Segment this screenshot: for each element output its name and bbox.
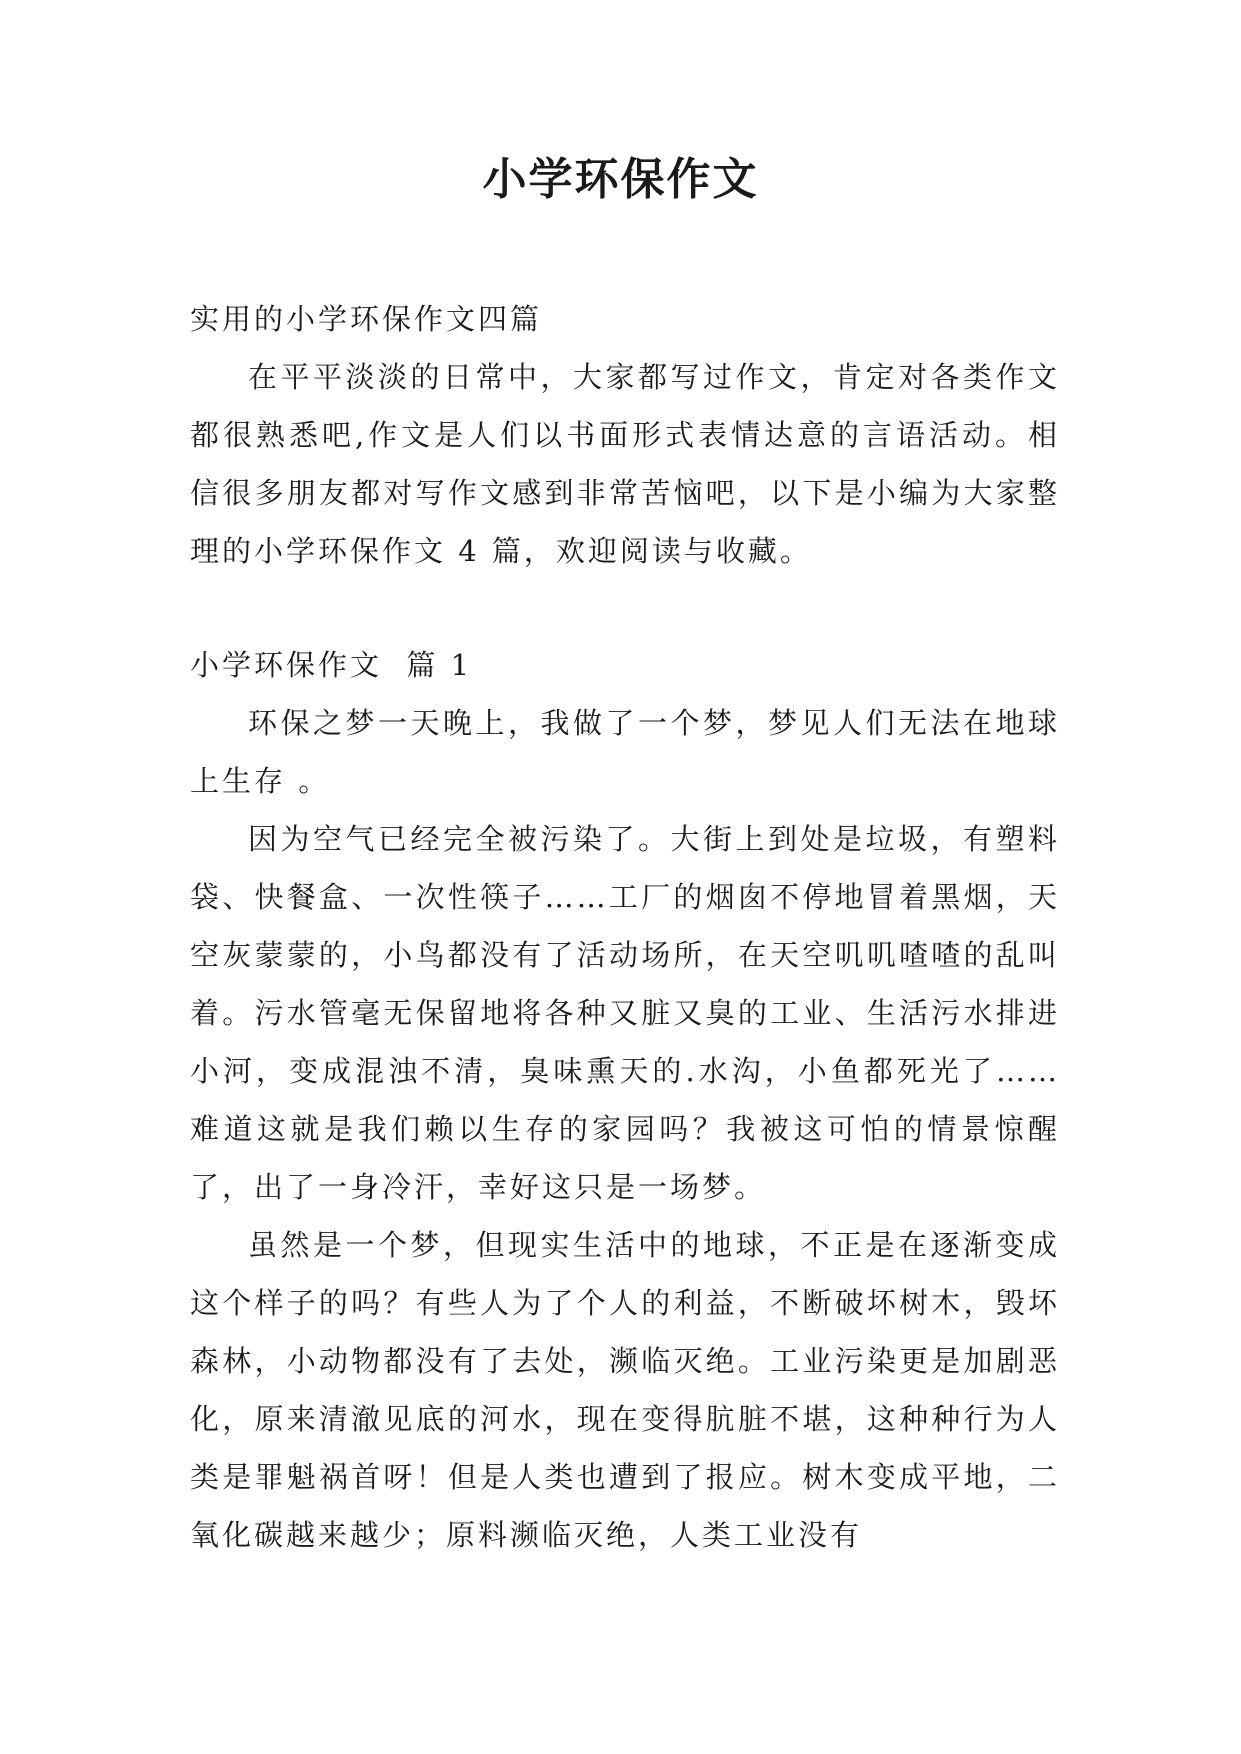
intro-paragraph: 在平平淡淡的日常中，大家都写过作文，肯定对各类作文都很熟悉吧,作文是人们以书面形式表情达意的言语活动。相信很多朋友都对写作文感到非常苦恼吧，以下是小编为大家整理的小学环保作文 4 篇，欢迎阅读与收藏。 xyxy=(190,360,1060,568)
essay-paragraph-3: 虽然是一个梦，但现实生活中的地球，不正是在逐渐变成这个样子的吗？有些人为了个人的利益，不断破坏树木，毁坏森林，小动物都没有了去处，濒临灭绝。工业污染更是加剧恶化，原来清澈见底的河水，现在变得肮脏不堪，这种种行为人类是罪魁祸首呀！但是人类也遭到了报应。树木变成平地，二氧化碳越来越少；原料濒临灭绝，人类工业没有 xyxy=(190,1228,1060,1552)
section-spacer xyxy=(190,580,1060,636)
section-heading: 小学环保作文 篇 1 xyxy=(190,648,473,682)
document-title: 小学环保作文 xyxy=(482,154,759,205)
essay-paragraph-2: 因为空气已经完全被污染了。大街上到处是垃圾，有塑料袋、快餐盒、一次性筷子……工厂的烟囱不停地冒着黑烟，天空灰蒙蒙的，小鸟都没有了活动场所，在天空叽叽喳喳的乱叫着。污水管毫无保留地将各种又脏又臭的工业、生活污水排进小河，变成混浊不清，臭味熏天的.水沟，小鱼都死光了……难道这就是我们赖以生存的家园吗？我被这可怕的情景惊醒了，出了一身冷汗，幸好这只是一场梦。 xyxy=(190,822,1060,1204)
essay-paragraph-1: 环保之梦一天晚上，我做了一个梦，梦见人们无法在地球上生存 。 xyxy=(190,706,1060,798)
document-subtitle: 实用的小学环保作文四篇 xyxy=(190,302,543,336)
document-body xyxy=(190,290,1060,1564)
